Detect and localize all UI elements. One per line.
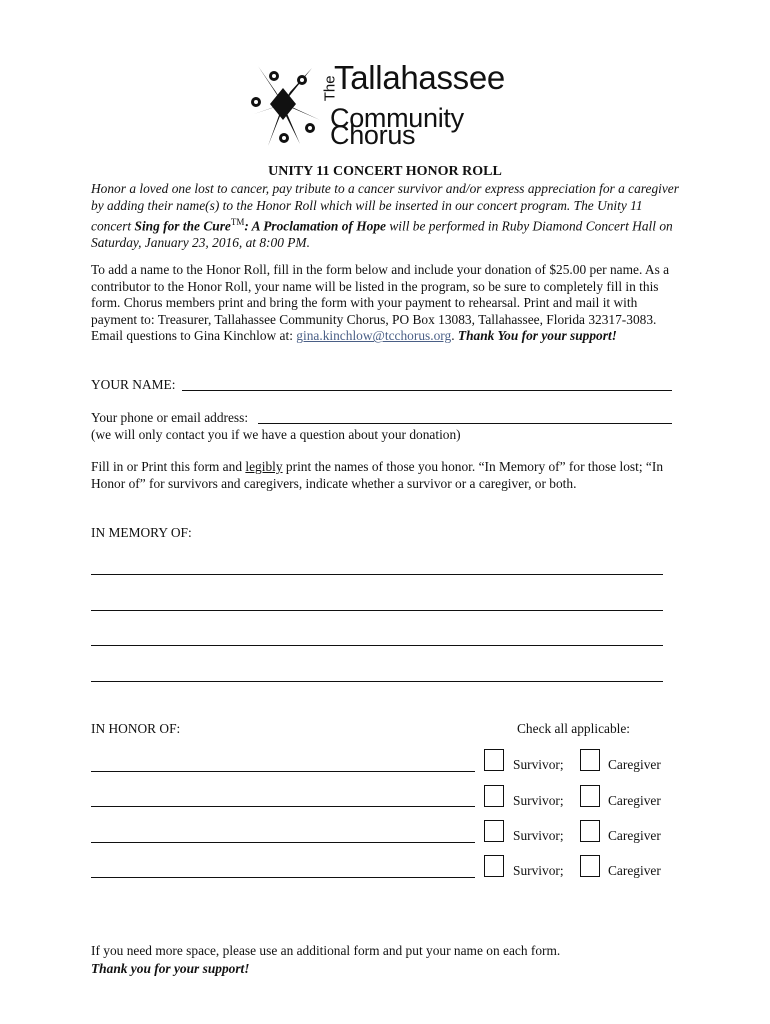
logo-the-text: The [321, 75, 339, 102]
contact-label: Your phone or email address: [91, 410, 249, 425]
caregiver-checkbox-3[interactable] [580, 820, 600, 842]
print-note-underlined: legibly [245, 459, 283, 474]
intro-text-1: Honor a loved one lost to cancer, pay tribute to a cancer survivor and/or express appreciation for a caregiver by adding their name(s) to the Honor Roll which will be inserted in our concert program. The Unity 11 concert [91, 181, 679, 234]
contact-note: (we will only contact you if we have a question about your donation) [91, 427, 461, 442]
contact-field[interactable] [258, 423, 672, 424]
in-honor-label: IN HONOR OF: [91, 721, 181, 736]
memory-line-1[interactable] [91, 574, 663, 575]
email-link[interactable]: gina.kinchlow@tcchorus.org [296, 328, 452, 344]
print-note [91, 459, 681, 492]
intro-bold-1: Sing for the Cure [134, 218, 231, 234]
print-note-after: print the names of those you honor. “In Memory of” for those lost; “In Honor of” for survivors and caregivers, indicate whether a survivor or a caregiver, or both. [91, 459, 664, 491]
survivor-label-3: Survivor; [513, 828, 564, 843]
memory-line-2[interactable] [91, 610, 663, 611]
print-note-before: Fill in or Print this form and [91, 459, 246, 474]
caregiver-label-2: Caregiver [608, 793, 661, 808]
survivor-checkbox-3[interactable] [484, 820, 504, 842]
caregiver-checkbox-2[interactable] [580, 785, 600, 807]
honor-line-3[interactable] [91, 842, 475, 843]
logo-line1: Tallahassee [334, 59, 505, 96]
logo-line2: Community Chorus [330, 103, 464, 150]
contact-row [91, 410, 681, 427]
memory-line-4[interactable] [91, 681, 663, 682]
footer-thank-you: Thank you for your support! [91, 961, 250, 976]
intro-paragraph [91, 181, 681, 252]
instructions-paragraph [91, 262, 681, 345]
honor-line-4[interactable] [91, 877, 475, 878]
chorus-logo [238, 58, 538, 150]
page-title: UNITY 11 CONCERT HONOR ROLL [268, 164, 502, 179]
your-name-field[interactable] [182, 390, 672, 391]
your-name-row [91, 377, 681, 394]
survivor-label-1: Survivor; [513, 757, 564, 772]
instructions-after-email: . [451, 328, 458, 344]
in-memory-label: IN MEMORY OF: [91, 525, 192, 540]
survivor-checkbox-4[interactable] [484, 855, 504, 877]
caregiver-label-1: Caregiver [608, 757, 661, 772]
caregiver-checkbox-4[interactable] [580, 855, 600, 877]
trademark-mark: TM [230, 217, 245, 228]
instructions-thanks: Thank You for your support! [457, 328, 617, 344]
chorus-emblem-icon [238, 58, 328, 150]
intro-bold-2: : A Proclamation of Hope [244, 218, 386, 234]
honor-line-1[interactable] [91, 771, 475, 772]
honor-line-2[interactable] [91, 806, 475, 807]
instructions-text: To add a name to the Honor Roll, fill in the form below and include your donation of $25.00 per name. As a contributor to the Honor Roll, your name will be listed in the program, so be sure to completely fill in this form. Chorus members print and bring the form with your payment to rehearsal. Print and mail it with payment to: Treasurer, Tallahassee Community Chorus, PO Box 13083, Tallahassee, Florida 32317-3083. Email questions to Gina Kinchlow at: [91, 262, 670, 344]
caregiver-label-3: Caregiver [608, 828, 661, 843]
your-name-label: YOUR NAME: [91, 377, 176, 392]
survivor-label-4: Survivor; [513, 863, 564, 878]
footer-more-space: If you need more space, please use an additional form and put your name on each form. [91, 943, 561, 958]
survivor-checkbox-2[interactable] [484, 785, 504, 807]
memory-line-3[interactable] [91, 645, 663, 646]
intro-text-2: will be performed in Ruby Diamond Concert Hall on Saturday, January 23, 2016, at 8:00 PM. [91, 218, 673, 251]
check-all-label: Check all applicable: [517, 721, 631, 736]
survivor-checkbox-1[interactable] [484, 749, 504, 771]
caregiver-checkbox-1[interactable] [580, 749, 600, 771]
survivor-label-2: Survivor; [513, 793, 564, 808]
caregiver-label-4: Caregiver [608, 863, 661, 878]
